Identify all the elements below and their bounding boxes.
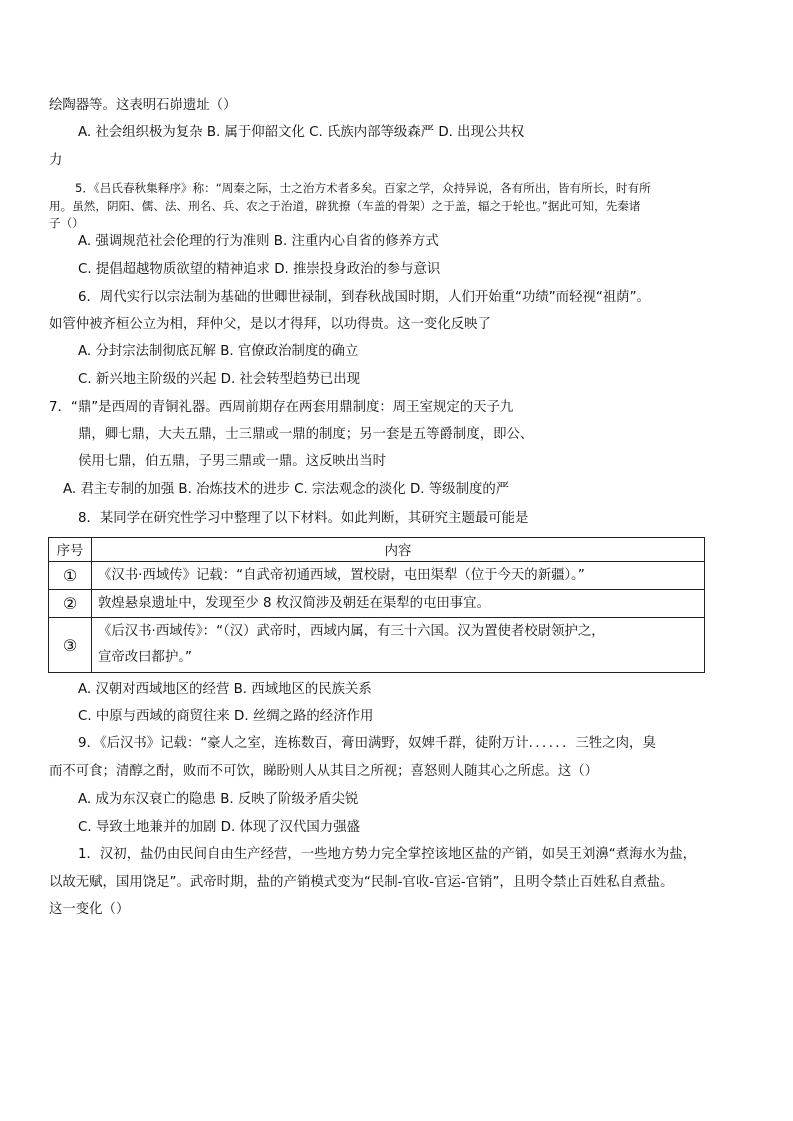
q7-stem-line-2: 鼎，卿七鼎，大夫五鼎，士三鼎或一鼎的制度；另一套是五等爵制度，即公、 bbox=[78, 427, 534, 442]
q7-stem-line-3: 侯用七鼎，伯五鼎，子男三鼎或一鼎。这反映出当时 bbox=[78, 454, 386, 469]
table-cell-content bbox=[92, 590, 705, 618]
table-header-content: 内容 bbox=[92, 538, 705, 562]
q6-stem-line-2: 如管仲被齐桓公立为相，拜仲父，是以才得拜，以功得贵。这一变化反映了 bbox=[49, 317, 491, 332]
q1-stem-line-1: 1．汉初，盐仍由民间自由生产经营，一些地方势力完全掌控该地区盐的产销，如吴王刘濞“煮海水为盐， bbox=[78, 847, 697, 862]
q5-stem-line-1: 5．《吕氏春秋集释序》称：“周秦之际，士之治方术者多矣。百家之学，众持异说，各有所出，皆有所长，时有所 bbox=[75, 181, 651, 195]
materials-table bbox=[48, 537, 705, 673]
q5-options-cd: C. 提倡超越物质欲望的精神追求 D. 推崇投身政治的参与意识 bbox=[78, 262, 441, 277]
q9-stem-line-2: 而不可食；清醇之酎，败而不可饮，睇盼则人从其目之所视；喜怒则人随其心之所虑。这（） bbox=[49, 764, 599, 779]
q6-options-ab: A. 分封宗法制彻底瓦解 B. 官僚政治制度的确立 bbox=[78, 344, 359, 359]
table-header-no: 序号 bbox=[49, 538, 92, 562]
q6-stem-line-1: 6．周代实行以宗法制为基础的世卿世禄制，到春秋战国时期，人们开始重“功绩”而轻视“祖荫”。 bbox=[78, 290, 650, 305]
table-cell-text: 宣帝改曰都护。” bbox=[98, 650, 192, 665]
table-cell-text: 《汉书·西域传》记载：“自武帝初通西域，置校尉，屯田渠犁（位于今天的新疆）。” bbox=[98, 567, 585, 583]
table-cell-no: ② bbox=[49, 590, 92, 618]
table-cell-text: 敦煌悬泉遗址中，发现至少 8 枚汉简涉及朝廷在渠犁的屯田事宜。 bbox=[98, 595, 490, 611]
q6-options-cd: C. 新兴地主阶级的兴起 D. 社会转型趋势已出现 bbox=[78, 372, 360, 387]
q4-options: A. 社会组织极为复杂 B. 属于仰韶文化 C. 氏族内部等级森严 D. 出现公共权 bbox=[78, 125, 525, 140]
q5-stem-line-3: 子（） bbox=[49, 216, 84, 230]
q7-options: A. 君主专制的加强 B. 冶炼技术的进步 C. 宗法观念的淡化 D. 等级制度的严 bbox=[63, 482, 510, 497]
q9-options-ab: A. 成为东汉衰亡的隐患 B. 反映了阶级矛盾尖锐 bbox=[78, 792, 359, 807]
table-cell-content bbox=[92, 562, 705, 590]
q4-stem-tail: 绘陶器等。这表明石峁遗址（） bbox=[49, 98, 237, 113]
table-header-row bbox=[49, 538, 705, 562]
q1-stem-line-3: 这一变化（） bbox=[49, 902, 130, 917]
q5-stem-line-2: 用。虽然，阴阳、儒、法、刑名、兵、农之于治道，辟犹撩（车盖的骨架）之于盖，辐之于轮也。”据此可知，先秦诸 bbox=[49, 199, 641, 213]
q9-stem-line-1: 9．《后汉书》记载：“豪人之室，连栋数百，膏田满野，奴婢千群，徒附万计．．．．．．三牲之肉，臭 bbox=[78, 736, 656, 751]
table-row bbox=[49, 562, 705, 590]
q8-options-cd: C. 中原与西域的商贸往来 D. 丝绸之路的经济作用 bbox=[78, 709, 374, 724]
table-cell-no: ① bbox=[49, 562, 92, 590]
q7-stem-line-1: 7．“鼎”是西周的青铜礼器。西周前期存在两套用鼎制度：周王室规定的天子九 bbox=[49, 400, 514, 415]
q4-options-wrap: 力 bbox=[49, 153, 63, 168]
q9-options-cd: C. 导致土地兼并的加剧 D. 体现了汉代国力强盛 bbox=[78, 820, 360, 835]
q1-stem-line-2: 以故无赋，国用饶足”。武帝时期，盐的产销模式变为“民制-官收-官运-官销”，且明令禁止百姓私自煮盐。 bbox=[49, 875, 674, 890]
table-cell-content bbox=[92, 618, 705, 673]
table-row bbox=[49, 590, 705, 618]
table-cell-no: ③ bbox=[49, 618, 92, 673]
table-cell-text: 《后汉书·西域传》：“（汉）武帝时，西域内属，有三十六国。汉为置使者校尉领护之， bbox=[98, 624, 605, 639]
q8-stem: 8．某同学在研究性学习中整理了以下材料。如此判断，其研究主题最可能是 bbox=[78, 511, 529, 526]
q5-options-ab: A. 强调规范社会伦理的行为准则 B. 注重内心自省的修养方式 bbox=[78, 234, 439, 249]
table-row bbox=[49, 618, 705, 673]
q8-options-ab: A. 汉朝对西域地区的经营 B. 西域地区的民族关系 bbox=[78, 682, 372, 697]
